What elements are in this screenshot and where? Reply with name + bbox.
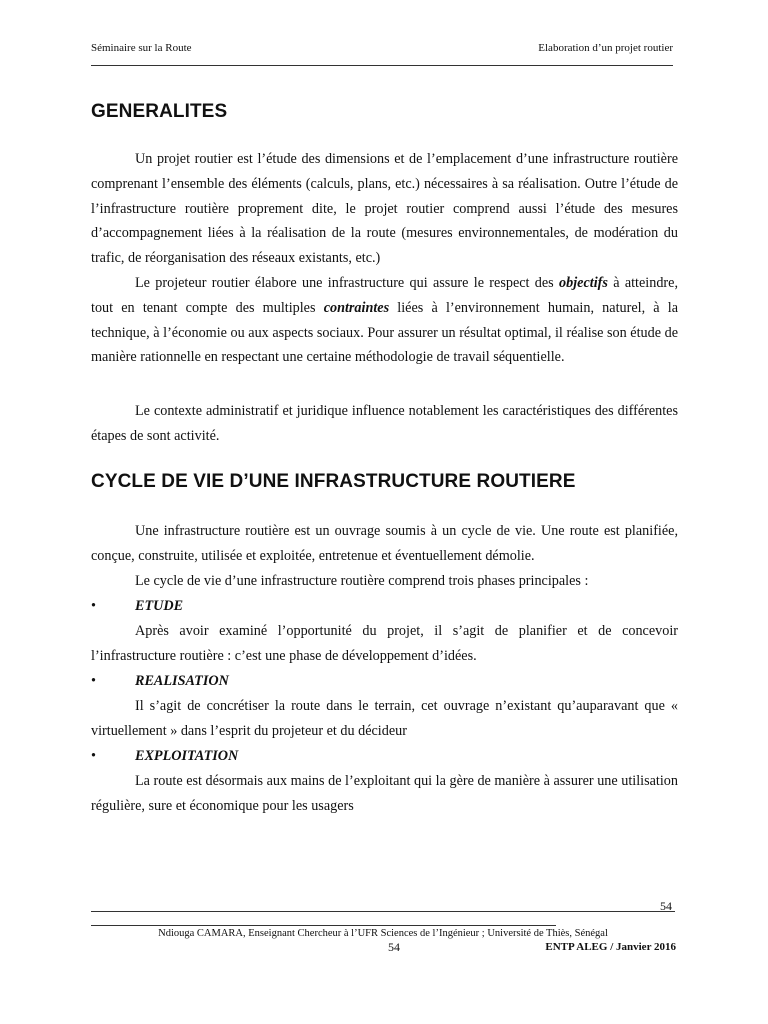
section-heading-cycle-de-vie: CYCLE DE VIE D’UNE INFRASTRUCTURE ROUTIERE (91, 471, 576, 492)
footer-rule (91, 911, 675, 912)
footer-page-number-right: 54 (660, 899, 672, 913)
header-rule (91, 65, 673, 66)
paragraph-cycle-intro: Une infrastructure routière est un ouvrage soumis à un cycle de vie. Une route est planifiée, conçue, construite, utilisée et exploitée, entretenue et éventuellement démolie. (91, 523, 678, 564)
paragraph-projeteur-part1: Le projeteur routier élabore une infrastructure qui assure le respect des (135, 275, 560, 291)
section-heading-generalites: GENERALITES (91, 101, 228, 122)
footer-page-number-center: 54 (388, 940, 400, 954)
running-header (91, 41, 673, 55)
paragraph-projeteur-part2: à atteindre, tout en tenant compte des multiples (91, 275, 678, 316)
footer-rule-short (91, 925, 556, 926)
footer-author: Ndiouga CAMARA, Enseignant Chercheur à l’UFR Sciences de l’Ingénieur ; Université de Thiès, Sénégal (158, 928, 608, 939)
footer-edition: ENTP ALEG / Janvier 2016 (545, 941, 676, 953)
phase-title-realisation: REALISATION (135, 673, 229, 689)
phase-text-realisation: Il s’agit de concrétiser la route dans le terrain, cet ouvrage n’existant qu’auparavant que « virtuellement » dans l’esprit du projeteur et du décideur (91, 698, 678, 739)
paragraph-definition: Un projet routier est l’étude des dimensions et de l’emplacement d’une infrastructure routière comprenant l’ensemble des éléments (calculs, plans, etc.) nécessaires à sa réalisation. Outre l’étude de l’infrastructure routière proprement dite, le projet routier comprend aussi l’étude des mesures d’accompagnement liées à la réalisation de la route (mesures environnementales, de modération du trafic, de réorganisation des réseaux existants, etc.) (91, 151, 678, 267)
header-right-title: Elaboration d’un projet routier (538, 42, 673, 54)
bullet-icon: • (91, 748, 96, 764)
paragraph-projeteur-part3: liées à l’environnement humain, naturel, à la technique, à l’économie ou aux aspects sociaux. Pour assurer un résultat optimal, il réalise son étude de manière rationnelle en respectant une certaine méthodologie de travail séquentielle. (91, 299, 679, 366)
header-left-title: Séminaire sur la Route (91, 42, 192, 54)
bullet-icon: • (91, 673, 96, 689)
phase-text-etude: Après avoir examiné l’opportunité du projet, il s’agit de planifier et de concevoir l’infrastructure routière : c’est une phase de développement d’idées. (91, 623, 678, 664)
phase-title-etude: ETUDE (135, 598, 184, 614)
paragraph-contexte: Le contexte administratif et juridique influence notablement les caractéristiques des différentes étapes de sont activité. (91, 403, 678, 444)
emphasis-objectifs: objectifs (559, 275, 608, 291)
paragraph-cycle-lead: Le cycle de vie d’une infrastructure routière comprend trois phases principales : (135, 573, 589, 589)
emphasis-contraintes: contraintes (323, 299, 390, 316)
bullet-icon: • (91, 598, 96, 614)
paragraph-projeteur (91, 271, 678, 370)
phase-text-exploitation: La route est désormais aux mains de l’exploitant qui la gère de manière à assurer une utilisation régulière, sure et économique pour les usagers (91, 773, 678, 814)
phase-title-exploitation: EXPLOITATION (135, 748, 239, 764)
